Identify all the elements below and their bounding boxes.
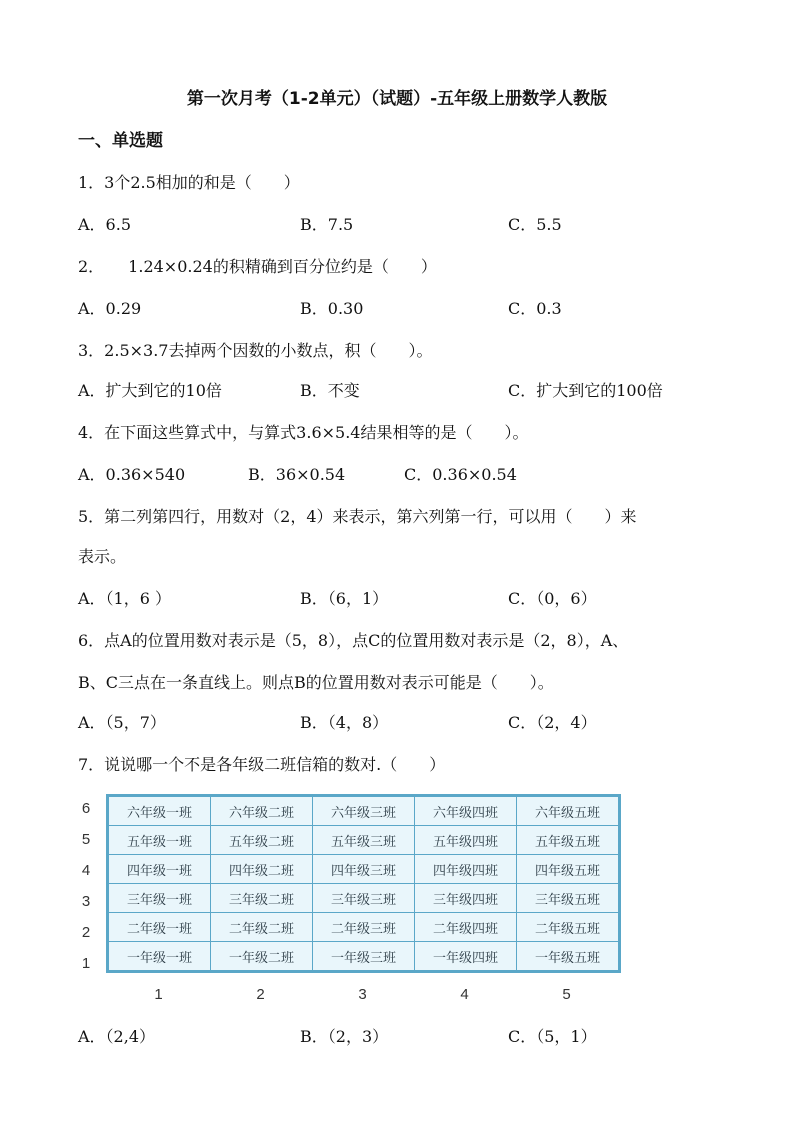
mailbox-cell: 六年级一班 [108,796,211,826]
section-heading: 一、单选题 [78,131,163,151]
question-5-stem-line-1: 5．第二列第四行，用数对（2，4）来表示，第六列第一行，可以用（ ）来 [78,507,637,526]
column-label: 3 [358,986,367,1003]
mailbox-cell: 一年级五班 [517,942,620,972]
column-label: 5 [562,986,571,1003]
mailbox-cell: 五年级三班 [313,826,415,855]
question-5-option-b: B．（6，1） [300,589,389,608]
mailbox-cell: 二年级一班 [108,913,211,942]
question-2-option-c: C．0.3 [508,299,562,318]
mailbox-cell: 一年级一班 [108,942,211,972]
table-row [108,796,620,826]
column-label: 4 [460,986,469,1003]
mailbox-cell: 三年级一班 [108,884,211,913]
question-7-option-c: C．（5，1） [508,1027,597,1046]
mailbox-cell: 一年级三班 [313,942,415,972]
mailbox-cell: 五年级一班 [108,826,211,855]
row-label: 2 [81,924,91,941]
mailbox-cell: 六年级三班 [313,796,415,826]
question-7-option-b: B．（2，3） [300,1027,389,1046]
mailbox-cell: 一年级四班 [415,942,517,972]
mailbox-cell: 四年级三班 [313,855,415,884]
question-6-stem-line-1: 6．点A的位置用数对表示是（5，8），点C的位置用数对表示是（2，8），A、 [78,631,629,650]
table-row [108,942,620,972]
table-row [108,826,620,855]
row-label: 4 [81,862,91,879]
mailbox-cell: 五年级五班 [517,826,620,855]
row-label: 5 [81,831,91,848]
question-3-option-c: C．扩大到它的100倍 [508,381,663,400]
mailbox-cell: 二年级五班 [517,913,620,942]
mailbox-cell: 四年级五班 [517,855,620,884]
mailbox-cell: 四年级四班 [415,855,517,884]
mailbox-cell: 三年级四班 [415,884,517,913]
mailbox-cell: 六年级五班 [517,796,620,826]
row-label: 6 [81,800,91,817]
mailbox-cell: 四年级二班 [211,855,313,884]
question-4-option-a: A．0.36×540 [78,465,186,484]
question-6-option-a: A．（5，7） [78,713,166,732]
question-2-option-a: A．0.29 [78,299,142,318]
mailbox-table [106,794,621,973]
mailbox-cell: 三年级三班 [313,884,415,913]
mailbox-cell: 一年级二班 [211,942,313,972]
question-3-option-b: B．不变 [300,381,360,400]
question-4-stem: 4．在下面这些算式中，与算式3.6×5.4结果相等的是（ ）。 [78,423,529,442]
mailbox-cell: 五年级四班 [415,826,517,855]
mailbox-cell: 二年级二班 [211,913,313,942]
mailbox-cell: 五年级二班 [211,826,313,855]
mailbox-cell: 三年级五班 [517,884,620,913]
column-label: 2 [256,986,265,1003]
question-6-stem-line-2: B、C三点在一条直线上。则点B的位置用数对表示可能是（ ）。 [78,673,554,692]
row-label: 1 [81,955,91,972]
question-5-option-c: C．（0，6） [508,589,597,608]
mailbox-cell: 六年级二班 [211,796,313,826]
row-label: 3 [81,893,91,910]
question-1-option-b: B．7.5 [300,215,354,234]
question-4-option-b: B．36×0.54 [248,465,346,484]
question-3-option-a: A．扩大到它的10倍 [78,381,222,400]
question-2-stem: 2． 1.24×0.24的积精确到百分位约是（ ） [78,257,437,276]
table-row [108,884,620,913]
question-4-option-c: C．0.36×0.54 [404,465,517,484]
question-5-stem-line-2: 表示。 [78,547,127,566]
mailbox-cell: 六年级四班 [415,796,517,826]
question-1-option-c: C．5.5 [508,215,562,234]
question-5-option-a: A．（1，6 ） [78,589,172,608]
mailbox-cell: 二年级四班 [415,913,517,942]
question-3-stem: 3．2.5×3.7去掉两个因数的小数点，积（ ）。 [78,341,433,360]
mailbox-grid [70,792,630,1008]
table-row [108,913,620,942]
question-1-option-a: A．6.5 [78,215,132,234]
mailbox-cell: 二年级三班 [313,913,415,942]
page-title: 第一次月考（1-2单元）（试题）-五年级上册数学人教版 [186,89,608,109]
question-2-option-b: B．0.30 [300,299,364,318]
question-6-option-c: C．（2，4） [508,713,597,732]
mailbox-cell: 三年级二班 [211,884,313,913]
mailbox-cell: 四年级一班 [108,855,211,884]
question-6-option-b: B．（4，8） [300,713,389,732]
table-row [108,855,620,884]
question-7-option-a: A．（2,4） [78,1027,156,1046]
question-7-stem: 7．说说哪一个不是各年级二班信箱的数对.（ ） [78,755,446,774]
question-1-stem: 1．3个2.5相加的和是（ ） [78,173,300,192]
column-label: 1 [154,986,163,1003]
